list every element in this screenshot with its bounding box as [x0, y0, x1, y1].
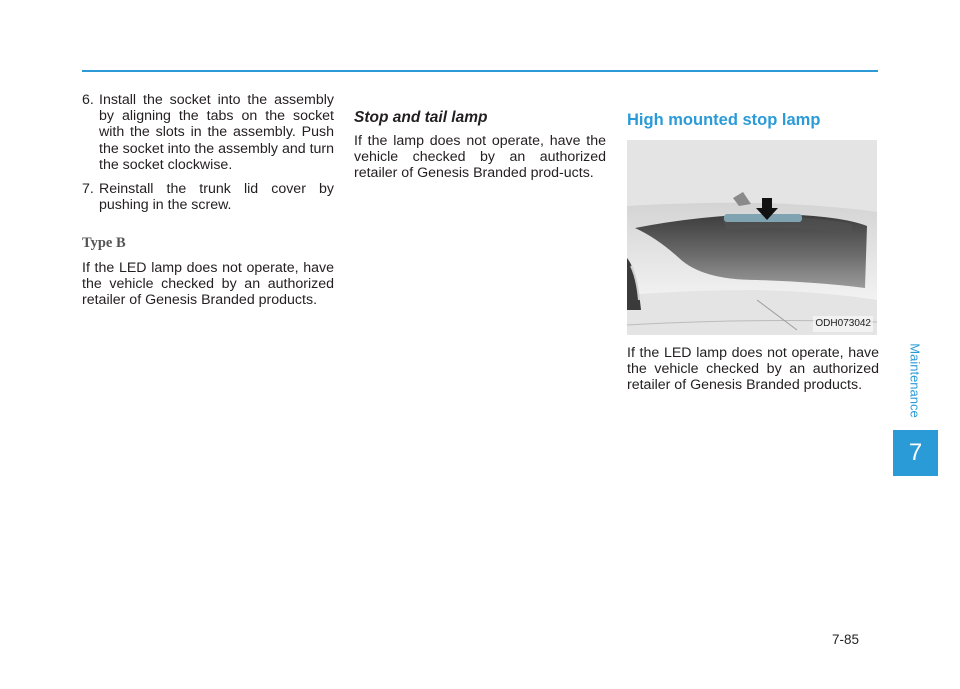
step-number: 7.	[82, 181, 94, 198]
step-6	[82, 92, 334, 173]
step-number: 6.	[82, 92, 94, 108]
column-middle	[354, 92, 606, 182]
high-mounted-heading: High mounted stop lamp	[627, 111, 821, 129]
type-b-paragraph: If the LED lamp does not operate, have the vehicle checked by an authorized retailer of Genesis Branded products.	[82, 259, 334, 309]
chapter-label: Maintenance	[908, 343, 924, 418]
car-rear-window-illustration	[627, 140, 877, 335]
header-rule	[82, 70, 878, 72]
step-text: Reinstall the trunk lid cover by pushing in the screw.	[99, 181, 334, 214]
column-right	[627, 92, 879, 394]
column-left	[82, 92, 334, 308]
chapter-side-tab	[893, 335, 938, 426]
high-mounted-stop-lamp-figure	[627, 140, 877, 335]
figure-code: ODH073042	[813, 316, 873, 332]
stop-tail-heading: Stop and tail lamp	[354, 109, 488, 126]
high-mounted-paragraph: If the LED lamp does not operate, have the vehicle checked by an authorized retailer of Genesis Branded products.	[627, 345, 879, 394]
type-b-heading: Type B	[82, 235, 126, 252]
chapter-number-badge: 7	[893, 430, 938, 476]
step-text: Install the socket into the assembly by aligning the tabs on the socket with the slots in the assembly. Push the socket into the assembly and turn the socket clockwise.	[99, 92, 335, 173]
page-number: 7-85	[832, 632, 860, 647]
stop-tail-paragraph: If the lamp does not operate, have the vehicle checked by an authorized retailer of Genesis Branded prod-ucts.	[354, 133, 606, 182]
step-7	[82, 181, 334, 213]
